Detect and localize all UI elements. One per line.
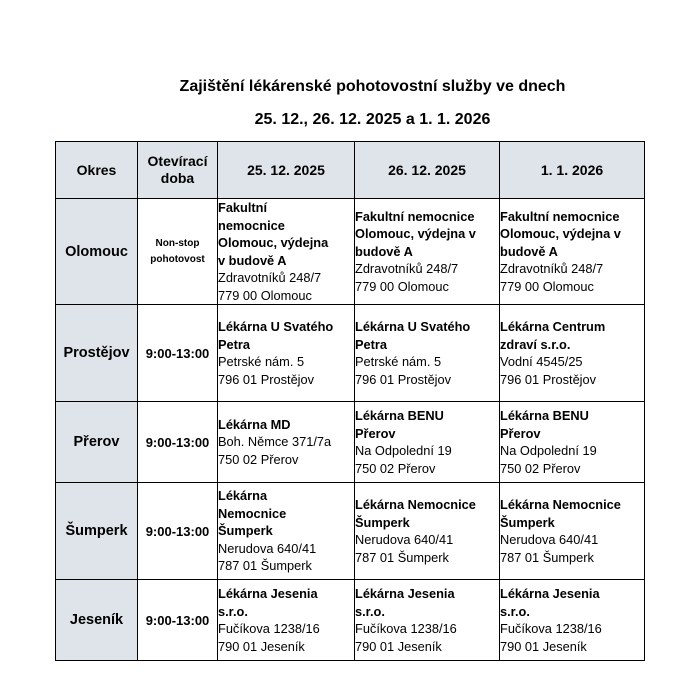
pharmacy-address: Nerudova 640/41 (355, 532, 454, 547)
pharmacy-name-line: Lékárna U Svatého (218, 319, 334, 334)
header-row (56, 142, 645, 199)
pharmacy-name-line: budově A (500, 243, 558, 259)
document-title-line2: 25. 12., 26. 12. 2025 a 1. 1. 2026 (254, 111, 491, 128)
pharmacy-cell (355, 580, 500, 661)
pharmacy-name-line: Fakultní nemocnice (500, 208, 620, 224)
pharmacy-address: Na Odpolední 19 (500, 443, 597, 458)
pharmacy-name-line: Fakultní (218, 200, 268, 215)
pharmacy-address: Fučíkova 1238/16 (500, 621, 602, 636)
pharmacy-name-line: Lékárna BENU (500, 408, 589, 423)
opening-hours-cell: 9:00-13:00 (138, 483, 218, 580)
pharmacy-name-line: s.r.o. (355, 603, 385, 619)
table-row (56, 402, 645, 483)
pharmacy-address: Vodní 4545/25 (500, 354, 583, 369)
pharmacy-name-line: Lékárna Nemocnice (500, 497, 621, 512)
pharmacy-name-line: Petra (355, 336, 388, 352)
pharmacy-name-line: Fakultní nemocnice (355, 208, 475, 224)
pharmacy-address: Fučíkova 1238/16 (355, 621, 457, 636)
pharmacy-cell (500, 483, 645, 580)
table-row (56, 199, 645, 305)
opening-hours-cell: 9:00-13:00 (138, 580, 218, 661)
pharmacy-name-line: s.r.o. (218, 603, 248, 619)
pharmacy-address: Petrské nám. 5 (355, 354, 442, 369)
pharmacy-address: Zdravotníků 248/7 (218, 270, 322, 285)
okres-cell: Prostějov (56, 305, 138, 402)
pharmacy-name-line: Přerov (500, 425, 541, 441)
okres-cell: Šumperk (56, 483, 138, 580)
pharmacy-name-line: Olomouc, výdejna (218, 235, 329, 250)
table-row (56, 305, 645, 402)
pharmacy-address: Fučíkova 1238/16 (218, 621, 320, 636)
pharmacy-cell (500, 402, 645, 483)
opening-hours-line2: pohotovost (150, 253, 205, 265)
pharmacy-cell (218, 305, 355, 402)
pharmacy-address: Nerudova 640/41 (218, 540, 317, 556)
pharmacy-city: 796 01 Prostějov (355, 371, 452, 387)
pharmacy-cell (355, 199, 500, 305)
pharmacy-city: 779 00 Olomouc (355, 278, 449, 294)
pharmacy-name-line: Lékárna Jesenia (355, 586, 455, 601)
pharmacy-name-line: Lékárna Jesenia (218, 586, 318, 601)
okres-cell: Olomouc (56, 199, 138, 305)
pharmacy-name-line: Lékárna Nemocnice (355, 497, 476, 512)
header-doba-line1: Otevírací (147, 153, 208, 169)
pharmacy-name-line: budově A (355, 243, 413, 259)
pharmacy-cell (500, 580, 645, 661)
pharmacy-name-line: Lékárna (218, 488, 268, 504)
pharmacy-city: 790 01 Jeseník (355, 638, 442, 654)
opening-hours-cell (138, 199, 218, 305)
pharmacy-city: 779 00 Olomouc (500, 278, 594, 294)
pharmacy-address: Petrské nám. 5 (218, 354, 305, 369)
header-date-1: 25. 12. 2025 (218, 142, 355, 199)
pharmacy-name-line: Lékárna Centrum (500, 319, 606, 334)
pharmacy-city: 796 01 Prostějov (500, 371, 597, 387)
pharmacy-name-line: nemocnice (218, 217, 285, 233)
pharmacy-city: 787 01 Šumperk (355, 549, 449, 565)
pharmacy-city: 750 02 Přerov (500, 460, 581, 476)
opening-hours-line1: Non-stop (155, 237, 200, 249)
pharmacy-name-line: Šumperk (355, 514, 410, 530)
pharmacy-city: 779 00 Olomouc (218, 287, 312, 303)
pharmacy-name-line: Lékárna Jesenia (500, 586, 600, 601)
header-date-3: 1. 1. 2026 (500, 142, 645, 199)
pharmacy-cell (355, 402, 500, 483)
pharmacy-cell (218, 483, 355, 580)
pharmacy-address: Na Odpolední 19 (355, 443, 452, 458)
pharmacy-name-line: Lékárna BENU (355, 408, 444, 423)
okres-cell: Jeseník (56, 580, 138, 661)
pharmacy-name-line: Šumperk (500, 514, 555, 530)
pharmacy-address: Nerudova 640/41 (500, 532, 599, 547)
header-doba-line2: doba (160, 170, 195, 186)
pharmacy-schedule-table (55, 141, 645, 661)
pharmacy-name-line: Nemocnice (218, 505, 287, 521)
pharmacy-cell (218, 199, 355, 305)
pharmacy-cell (218, 580, 355, 661)
pharmacy-name-line: zdraví s.r.o. (500, 336, 571, 352)
opening-hours-cell: 9:00-13:00 (138, 305, 218, 402)
pharmacy-address: Zdravotníků 248/7 (355, 261, 459, 277)
pharmacy-address: Boh. Němce 371/7a (218, 434, 332, 450)
opening-hours-cell: 9:00-13:00 (138, 402, 218, 483)
pharmacy-cell (355, 305, 500, 402)
header-date-2: 26. 12. 2025 (355, 142, 500, 199)
header-oteviraci-doba (138, 142, 218, 199)
pharmacy-city: 796 01 Prostějov (218, 371, 315, 387)
pharmacy-city: 787 01 Šumperk (218, 558, 312, 574)
pharmacy-name-line: Šumperk (218, 523, 273, 539)
pharmacy-city: 787 01 Šumperk (500, 549, 594, 565)
table-row (56, 580, 645, 661)
pharmacy-name-line: v budově A (218, 252, 287, 268)
pharmacy-cell (218, 402, 355, 483)
pharmacy-name-line: Lékárna MD (218, 416, 291, 432)
pharmacy-name-line: s.r.o. (500, 603, 530, 619)
pharmacy-city: 790 01 Jeseník (500, 638, 587, 654)
table-row (56, 483, 645, 580)
okres-cell: Přerov (56, 402, 138, 483)
pharmacy-name-line: Olomouc, výdejna v (500, 226, 621, 242)
pharmacy-address: Zdravotníků 248/7 (500, 261, 604, 277)
document-title-line1: Zajištění lékárenské pohotovostní služby ve dnech (179, 78, 566, 95)
pharmacy-name-line: Petra (218, 336, 251, 352)
pharmacy-city: 750 02 Přerov (355, 460, 436, 476)
header-okres: Okres (56, 142, 138, 199)
pharmacy-name-line: Olomouc, výdejna v (355, 226, 476, 242)
pharmacy-cell (500, 305, 645, 402)
pharmacy-cell (355, 483, 500, 580)
pharmacy-name-line: Lékárna U Svatého (355, 319, 471, 334)
pharmacy-city: 750 02 Přerov (218, 451, 299, 467)
pharmacy-name-line: Přerov (355, 425, 396, 441)
pharmacy-city: 790 01 Jeseník (218, 638, 305, 654)
pharmacy-cell (500, 199, 645, 305)
